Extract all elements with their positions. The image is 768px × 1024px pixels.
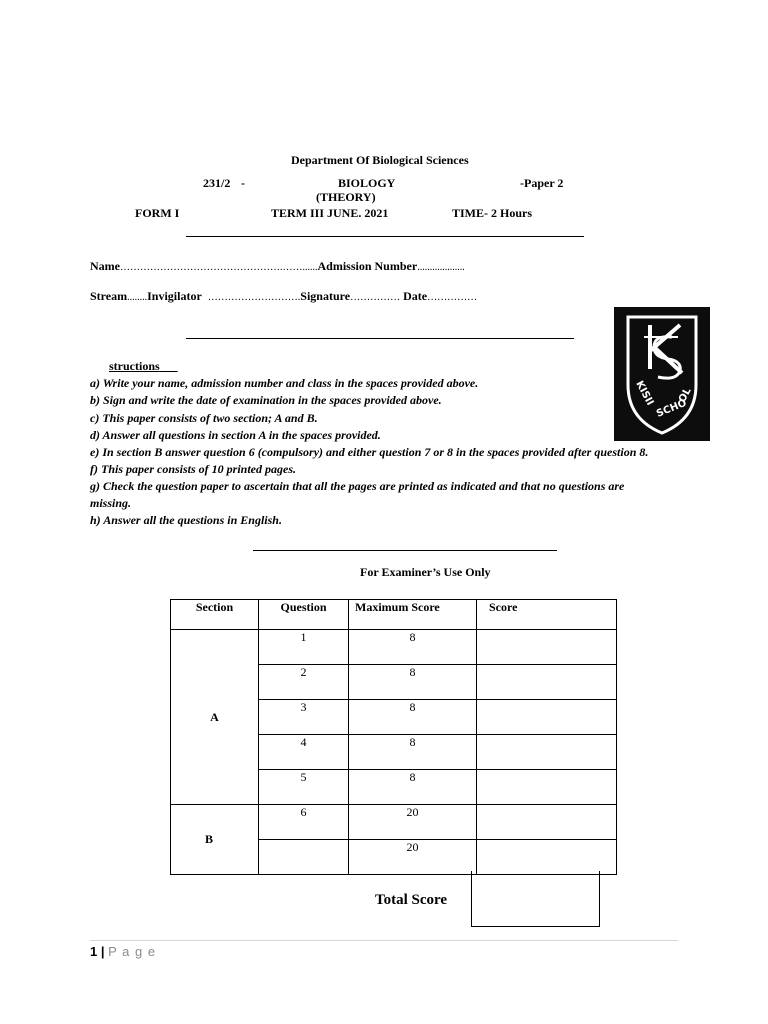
header-divider [186, 236, 584, 237]
svg-text:SCHO: SCHO [655, 397, 689, 420]
max-score-cell: 20 [349, 840, 477, 875]
examiner-title: For Examiner’s Use Only [360, 565, 491, 579]
instruction-item: b) Sign and write the date of examination in the spaces provided above. [90, 393, 442, 407]
admission-dots[interactable]: ................... [417, 262, 465, 273]
score-cell[interactable] [477, 665, 617, 700]
table-row [171, 805, 617, 840]
svg-text:OL: OL [676, 386, 694, 405]
term-label: TERM III JUNE. 2021 [271, 206, 389, 220]
instruction-item: h) Answer all the questions in English. [90, 513, 282, 527]
invigilator-dots[interactable]: ………………………. [207, 292, 301, 303]
subject-title: BIOLOGY [338, 176, 396, 190]
max-score-cell: 8 [349, 665, 477, 700]
paper-number: -Paper 2 [520, 176, 564, 190]
question-cell: 1 [259, 630, 349, 665]
total-score-label: Total Score [375, 892, 448, 908]
stream-field-row [90, 289, 477, 304]
name-field-row [90, 259, 465, 274]
max-score-cell: 8 [349, 735, 477, 770]
instruction-item: e) In section B answer question 6 (compulsory) and either question 7 or 8 in the spaces provided after question 8. [90, 445, 649, 459]
header-max-score: Maximum Score [349, 600, 477, 630]
score-cell[interactable] [477, 700, 617, 735]
max-score-cell: 20 [349, 805, 477, 840]
department-title: Department Of Biological Sciences [291, 153, 469, 167]
header-dash: - [241, 176, 245, 190]
question-cell: 5 [259, 770, 349, 805]
header-question: Question [259, 600, 349, 630]
page-separator: | [100, 944, 105, 959]
question-cell: 3 [259, 700, 349, 735]
theory-label: (THEORY) [316, 190, 376, 204]
time-label: TIME- 2 Hours [452, 206, 533, 220]
fields-divider [186, 338, 574, 339]
instruction-item: c) This paper consists of two section; A and B. [90, 411, 318, 425]
admission-label: Admission Number [317, 259, 418, 273]
invigilator-label: Invigilator [147, 289, 202, 303]
score-cell[interactable] [477, 630, 617, 665]
date-label: Date [403, 289, 428, 303]
instruction-item: missing. [90, 496, 132, 510]
section-b-label: B [205, 832, 214, 846]
table-header-row [171, 600, 617, 630]
instruction-item: d) Answer all questions in section A in the spaces provided. [90, 428, 381, 442]
header-section: Section [171, 600, 259, 630]
page-number: 1 [90, 944, 98, 959]
instructions-heading: structions [109, 359, 160, 373]
stream-label: Stream [90, 289, 128, 303]
signature-label: Signature [300, 289, 351, 303]
section-a-cell [171, 630, 259, 805]
page-footer [90, 944, 156, 959]
paper-code: 231/2 [203, 176, 231, 190]
section-a-label: A [210, 709, 219, 724]
page-word: P a g e [108, 944, 157, 959]
instruction-item: f) This paper consists of 10 printed pages. [90, 462, 297, 476]
section-b-cell [171, 805, 259, 875]
header-score: Score [477, 600, 617, 630]
question-cell: 4 [259, 735, 349, 770]
kisii-school-crest-icon [614, 307, 710, 441]
table-row [171, 630, 617, 665]
question-cell [259, 840, 349, 875]
footer-divider [90, 940, 678, 941]
question-cell: 6 [259, 805, 349, 840]
signature-dots[interactable]: …………… [350, 292, 401, 303]
name-dots[interactable]: ………………………………………….……...... [120, 262, 318, 273]
form-label: FORM I [135, 206, 180, 220]
svg-text:KISII: KISII [633, 379, 656, 408]
max-score-cell: 8 [349, 770, 477, 805]
stream-dots[interactable]: ........ [127, 292, 148, 303]
score-cell[interactable] [477, 735, 617, 770]
date-dots[interactable]: …………… [427, 292, 478, 303]
max-score-cell: 8 [349, 630, 477, 665]
score-cell[interactable] [477, 805, 617, 840]
total-score-box[interactable] [471, 871, 600, 927]
score-cell[interactable] [477, 770, 617, 805]
name-label: Name [90, 259, 120, 273]
score-cell[interactable] [477, 840, 617, 875]
instruction-item: a) Write your name, admission number and class in the spaces provided above. [90, 376, 479, 390]
instruction-item: g) Check the question paper to ascertain that all the pages are printed as indicated and that no questions are [90, 479, 625, 493]
instructions-divider [253, 550, 557, 551]
examiner-score-table [170, 599, 617, 875]
max-score-cell: 8 [349, 700, 477, 735]
school-logo [614, 307, 710, 441]
question-cell: 2 [259, 665, 349, 700]
